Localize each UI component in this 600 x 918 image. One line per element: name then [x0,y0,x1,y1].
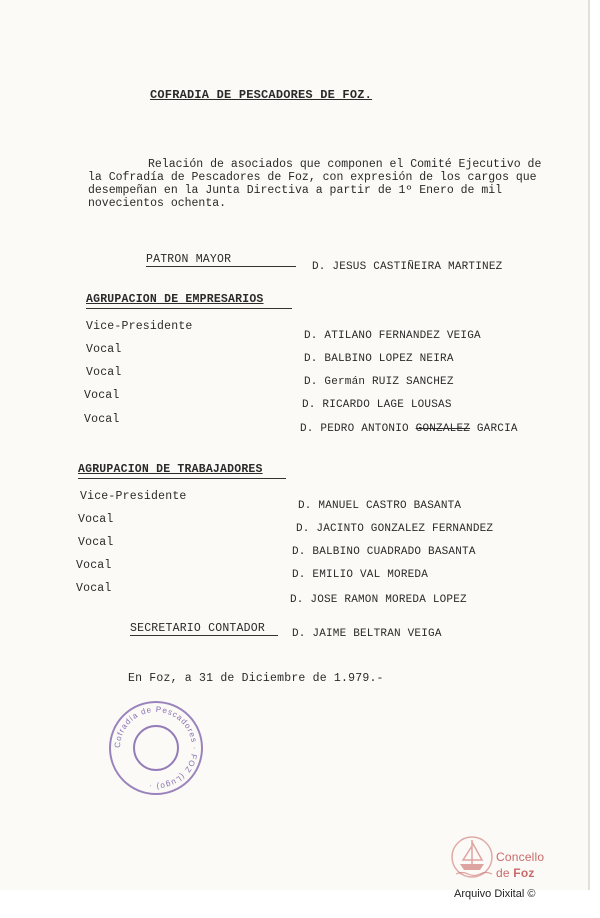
empresarios-role-2: Vocal [86,343,122,356]
patron-underline [146,266,296,267]
empresarios-role-5: Vocal [84,413,120,426]
empresarios-role-1: Vice-Presidente [86,320,193,333]
trabajadores-name-5: D. JOSE RAMON MOREDA LOPEZ [290,594,467,606]
empresarios-role-4: Vocal [84,389,120,402]
intro-paragraph [88,158,550,210]
intro-text: Relación de asociados que componen el Comité Ejecutivo de la Cofradía de Pescadores de Foz, con expresión de los cargos que desempeñan en la Junta Directiva a partir de 1º Enero de mil novecientos ochenta. [88,158,542,210]
logo-line2-bold: Foz [513,866,535,880]
empresarios-name-5 [300,423,518,435]
empresarios-name-1: D. ATILANO FERNANDEZ VEIGA [304,330,481,342]
logo-line2-prefix: de [496,866,514,880]
name-5-struck: GONZALEZ [415,423,471,435]
trabajadores-name-2: D. JACINTO GONZALEZ FERNANDEZ [296,523,494,535]
archive-label: Arquivo Dixital © [454,888,536,900]
patron-role: PATRON MAYOR [146,253,232,266]
trabajadores-role-3: Vocal [78,536,114,549]
name-5-prefix: D. PEDRO ANTONIO [300,423,409,435]
logo-line2 [496,866,535,880]
secretario-role: SECRETARIO CONTADOR [130,622,265,635]
trabajadores-role-2: Vocal [78,513,114,526]
trabajadores-role-4: Vocal [76,559,112,572]
trabajadores-name-4: D. EMILIO VAL MOREDA [292,569,429,581]
trabajadores-role-1: Vice-Presidente [80,490,187,503]
trabajadores-name-3: D. BALBINO CUADRADO BASANTA [292,546,476,558]
empresarios-role-3: Vocal [86,366,122,379]
patron-name: D. JESUS CASTIÑEIRA MARTINEZ [312,261,503,273]
trabajadores-underline [78,478,286,479]
empresarios-name-2: D. BALBINO LOPEZ NEIRA [304,353,454,365]
secretario-name: D. JAIME BELTRAN VEIGA [292,628,442,640]
name-5-suffix: GARCIA [476,423,518,435]
empresarios-name-4: D. RICARDO LAGE LOUSAS [302,399,452,411]
empresarios-underline [86,308,292,309]
date-line: En Foz, a 31 de Diciembre de 1.979.- [128,672,384,685]
cofradia-seal-icon [108,700,204,796]
svg-text:Cofradía de Pescadores · FOZ (: Cofradía de Pescadores · FOZ (Lugo) · [112,704,200,792]
secretario-underline [130,635,278,636]
document-title: COFRADIA DE PESCADORES DE FOZ. [150,88,373,102]
empresarios-heading: AGRUPACION DE EMPRESARIOS [86,293,264,306]
trabajadores-role-5: Vocal [76,582,112,595]
trabajadores-name-1: D. MANUEL CASTRO BASANTA [298,500,462,512]
logo-line1: Concello [496,850,545,864]
empresarios-name-3: D. Germán RUIZ SANCHEZ [304,376,454,388]
trabajadores-heading: AGRUPACION DE TRABAJADORES [78,463,263,476]
